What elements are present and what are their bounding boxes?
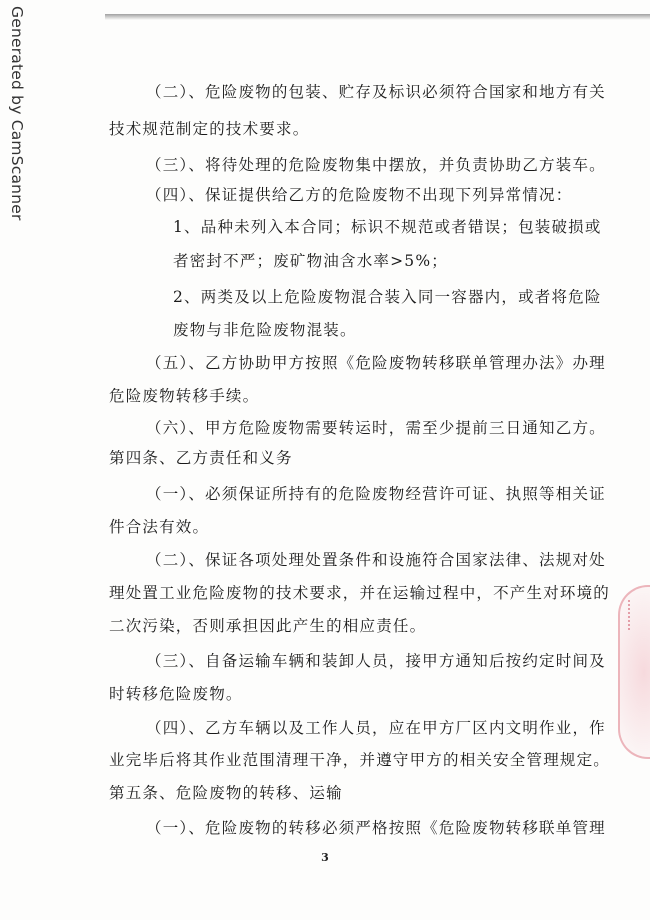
text-line: （六）、甲方危险废物需要转运时，需至少提前三日通知乙方。	[146, 419, 606, 437]
text-line: （三）、将待处理的危险废物集中摆放，并负责协助乙方装车。	[146, 156, 606, 174]
text-line: 危险废物转移手续。	[109, 387, 260, 405]
camscanner-watermark: Generated by CamScanner	[8, 6, 26, 221]
scan-edge-shadow	[105, 14, 650, 20]
text-line: 业完毕后将其作业范围清理干净，并遵守甲方的相关安全管理规定。	[109, 751, 611, 769]
section-heading: 第五条、危险废物的转移、运输	[109, 784, 343, 802]
text-line: （四）、保证提供给乙方的危险废物不出现下列异常情况：	[146, 186, 573, 204]
text-line: （四）、乙方车辆以及工作人员，应在甲方厂区内文明作业，作	[146, 719, 606, 737]
section-heading: 第四条、乙方责任和义务	[109, 449, 293, 467]
text-line: （二）、危险废物的包装、贮存及标识必须符合国家和地方有关	[146, 83, 606, 101]
text-line: （二）、保证各项处理处置条件和设施符合国家法律、法规对处	[146, 551, 606, 569]
seal-edge-mark	[628, 600, 644, 630]
text-line: （一）、必须保证所持有的危险废物经营许可证、执照等相关证	[146, 485, 606, 503]
text-line: （一）、危险废物的转移必须严格按照《危险废物转移联单管理	[146, 819, 606, 837]
text-line: 二次污染，否则承担因此产生的相应责任。	[109, 617, 427, 635]
text-line: 2、两类及以上危险废物混合装入同一容器内，或者将危险	[173, 288, 602, 306]
text-line: 理处置工业危险废物的技术要求，并在运输过程中，不产生对环境的	[109, 584, 611, 602]
text-line: 者密封不严；废矿物油含水率>5%；	[173, 252, 448, 270]
text-line: 技术规范制定的技术要求。	[109, 120, 310, 138]
text-line: 时转移危险废物。	[109, 685, 243, 703]
text-line: 废物与非危险废物混装。	[173, 321, 357, 339]
text-line: 1、品种未列入本合同；标识不规范或者错误；包装破损或	[173, 218, 602, 236]
text-line: 件合法有效。	[109, 518, 210, 536]
text-line: （三）、自备运输车辆和装卸人员，接甲方通知后按约定时间及	[146, 652, 606, 670]
text-line: （五）、乙方协助甲方按照《危险废物转移联单管理办法》办理	[146, 354, 606, 372]
page-number: 3	[321, 851, 329, 864]
